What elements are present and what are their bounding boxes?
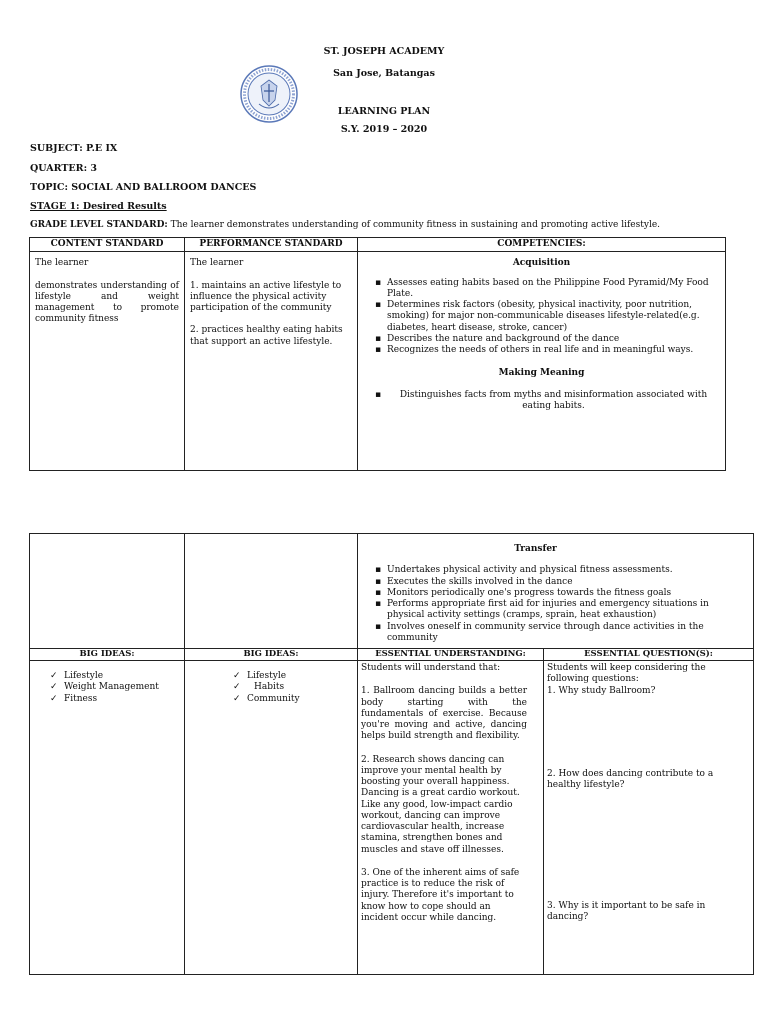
making-meaning-title: Making Meaning xyxy=(498,368,585,379)
transfer-title: Transfer xyxy=(514,544,557,554)
list-item: ▪ Involves oneself in community service through dance activities in the community xyxy=(377,622,742,645)
big-ideas-list-2 xyxy=(233,671,353,705)
essential-understanding-header: ESSENTIAL UNDERSTANDING: xyxy=(358,649,544,661)
grade-standard-label: GRADE LEVEL STANDARD: xyxy=(30,220,168,230)
eu-intro: Students will understand that: xyxy=(361,663,501,673)
performance-item-2: 2. practices healthy eating habits that support an active lifestyle. xyxy=(190,325,343,347)
acquisition-title: Acquisition xyxy=(512,258,571,269)
subject-line: SUBJECT: P.E IX xyxy=(30,143,118,154)
list-item: ✓ Lifestyle xyxy=(233,671,353,682)
competencies-cell xyxy=(358,252,726,471)
blank-cell-1 xyxy=(30,534,185,649)
school-name: ST. JOSEPH ACADEMY xyxy=(323,46,445,57)
list-item: ▪ Distinguishes facts from myths and misinformation associated with eating habits. xyxy=(377,390,720,413)
content-standard-cell xyxy=(30,252,185,471)
stage-heading: STAGE 1: Desired Results xyxy=(30,201,167,212)
list-item: ▪ Undertakes physical activity and physical fitness assessments. xyxy=(377,565,742,576)
big-ideas-cell-1 xyxy=(30,661,185,975)
quarter-line: QUARTER: 3 xyxy=(30,163,97,174)
document-title: LEARNING PLAN xyxy=(337,106,431,117)
list-item: ✓ Habits xyxy=(233,682,353,693)
content-intro: The learner xyxy=(35,258,89,269)
school-location: San Jose, Batangas xyxy=(333,68,435,79)
essential-questions-cell xyxy=(544,661,754,975)
list-item: ▪ Determines risk factors (obesity, physical inactivity, poor nutrition, smoking) for major non-communicable diseases lifestyle-related(e.g. diabetes, heart disease, stroke, cancer) xyxy=(377,300,720,334)
list-item: ▪ Monitors periodically one's progress towards the fitness goals xyxy=(377,588,742,599)
list-item: ✓ Fitness xyxy=(50,694,180,705)
eq-item-1: 1. Why study Ballroom? xyxy=(547,685,656,696)
standards-table xyxy=(29,237,726,471)
list-item: ▪ Performs appropriate first aid for injuries and emergency situations in physical activity settings (cramps, sprain, heat exhaustion) xyxy=(377,599,742,622)
eu-item-3: 3. One of the inherent aims of safe practice is to reduce the risk of injury. Therefore it's important to know how to cope should an incident occur while dancing. xyxy=(361,867,520,923)
performance-standard-cell xyxy=(185,252,358,471)
eq-item-3: 3. Why is it important to be safe in dancing? xyxy=(547,901,706,923)
essential-questions-header: ESSENTIAL QUESTION(S): xyxy=(544,649,754,661)
big-ideas-header-1: BIG IDEAS: xyxy=(30,649,185,661)
list-item: ✓ Weight Management xyxy=(50,682,180,693)
performance-intro: The learner xyxy=(190,258,244,269)
content-standard-header: CONTENT STANDARD xyxy=(30,238,185,252)
blank-cell-2 xyxy=(185,534,358,649)
competencies-header: COMPETENCIES: xyxy=(358,238,726,252)
list-item: ▪ Executes the skills involved in the dance xyxy=(377,577,742,588)
transfer-cell xyxy=(358,534,754,649)
list-item: ▪ Describes the nature and background of the dance xyxy=(377,334,720,345)
school-year: S.Y. 2019 – 2020 xyxy=(340,124,428,135)
list-item: ✓ Lifestyle xyxy=(50,671,180,682)
eq-item-2: 2. How does dancing contribute to a healthy lifestyle? xyxy=(547,769,714,791)
understanding-table xyxy=(29,533,754,975)
big-ideas-cell-2 xyxy=(185,661,358,975)
grade-standard-text: The learner demonstrates understanding of community fitness in sustaining and promoting active lifestyle. xyxy=(170,220,661,230)
list-item: ✓ Community xyxy=(233,694,353,705)
list-item: ▪ Recognizes the needs of others in real life and in meaningful ways. xyxy=(377,345,720,356)
eu-item-2: 2. Research shows dancing can improve your mental health by boosting your overall happiness. Dancing is a great cardio workout. Like any good, low-impact cardio workout, dancing can improve cardiovascular health, increase stamina, strengthen bones and muscles and stave off illnesses. xyxy=(361,754,520,855)
acquisition-list xyxy=(363,278,720,357)
eq-intro: Students will keep considering the following questions: xyxy=(547,663,706,685)
list-item: ▪ Assesses eating habits based on the Philippine Food Pyramid/My Food Plate. xyxy=(377,278,720,301)
essential-understanding-cell xyxy=(358,661,544,975)
grade-level-standard xyxy=(30,220,750,231)
making-meaning-list xyxy=(363,390,720,413)
topic-line: TOPIC: SOCIAL AND BALLROOM DANCES xyxy=(30,182,257,193)
performance-standard-header: PERFORMANCE STANDARD xyxy=(185,238,358,252)
transfer-list xyxy=(363,565,748,644)
eu-item-1: 1. Ballroom dancing builds a better body starting with the fundamentals of exercise. Because you're moving and active, dancing helps build strength and flexibility. xyxy=(361,686,527,742)
content-standard-text: demonstrates understanding of lifestyle and weight management to promote community fitness xyxy=(35,280,179,325)
big-ideas-list-1 xyxy=(50,671,180,705)
performance-item-1: 1. maintains an active lifestyle to influence the physical activity participation of the community xyxy=(190,280,342,313)
big-ideas-header-2: BIG IDEAS: xyxy=(185,649,358,661)
